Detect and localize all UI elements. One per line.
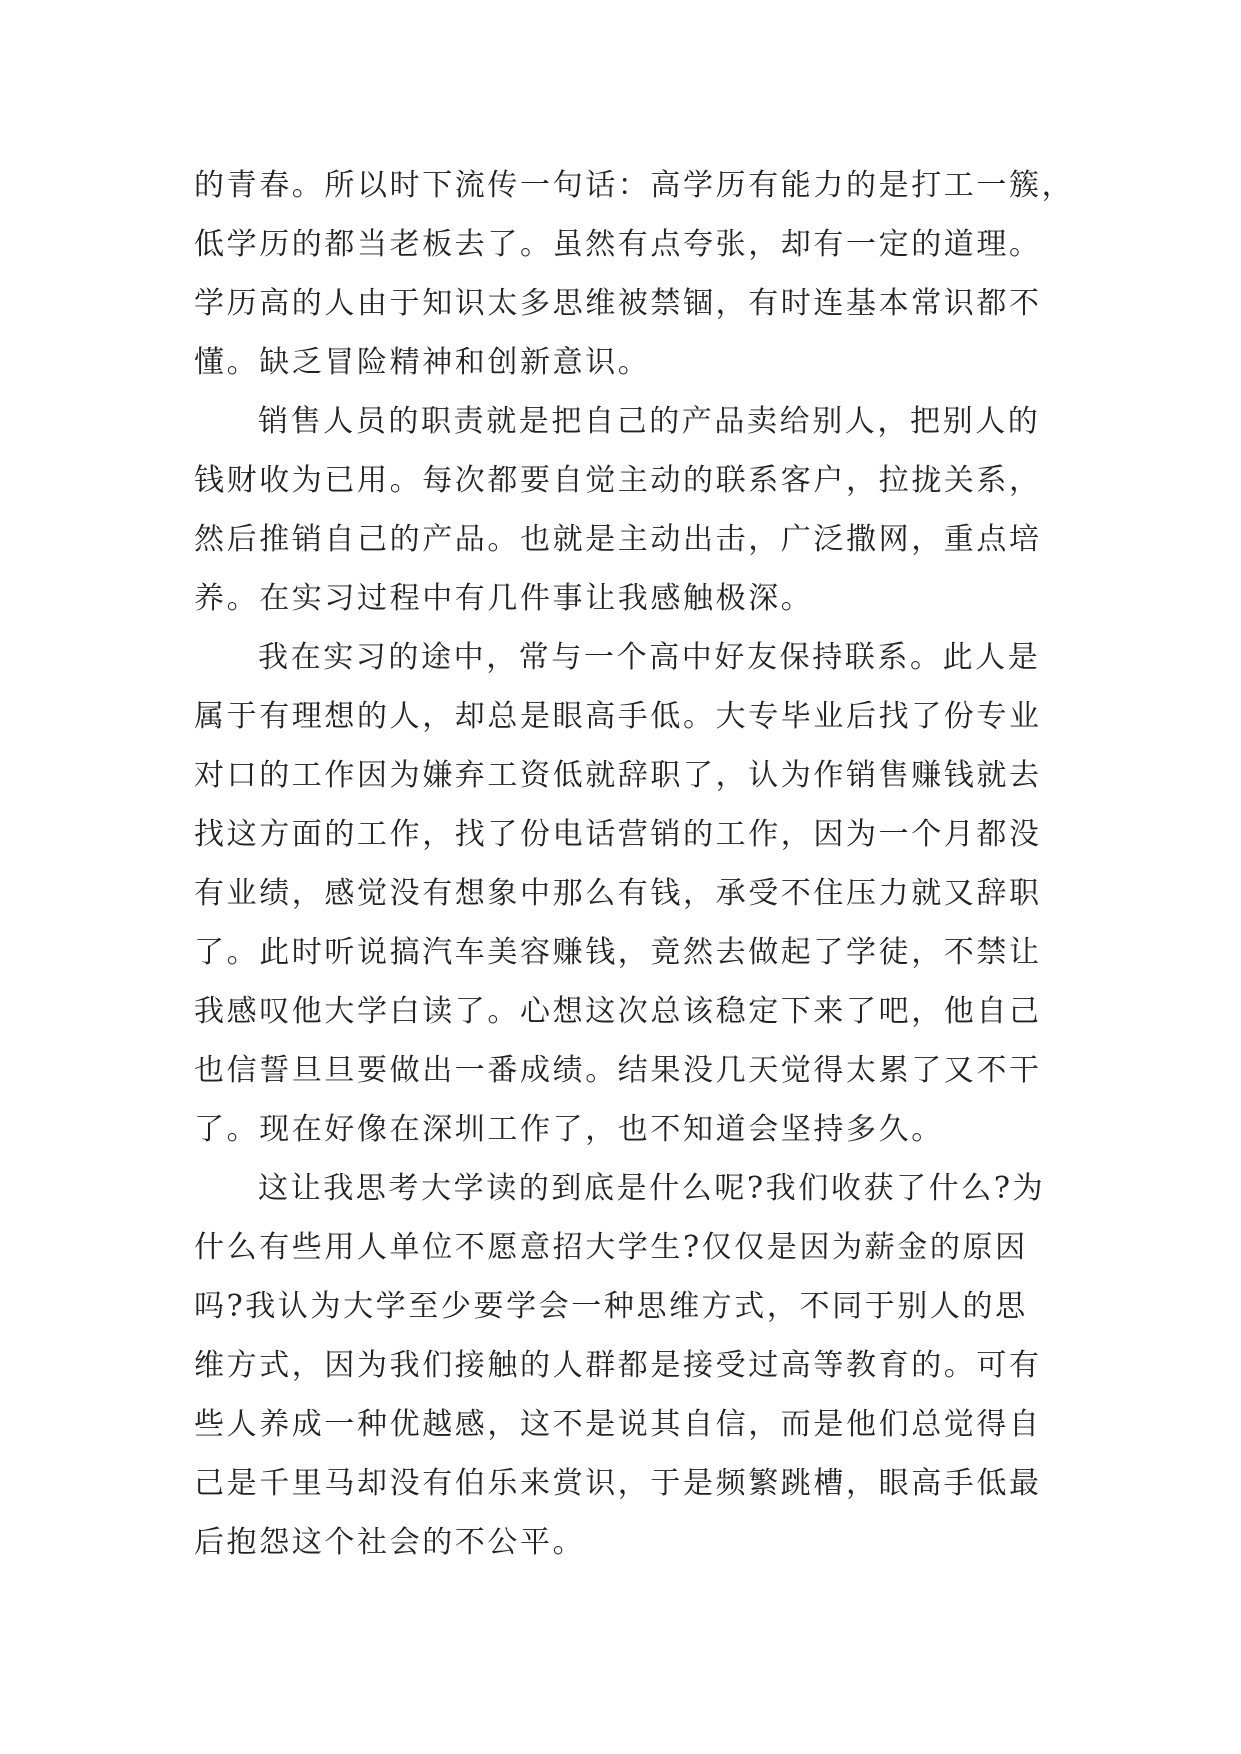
text-line: 钱财收为已用。每次都要自觉主动的联系客户，拉拢关系，	[194, 463, 1042, 498]
text-line: 懂。缺乏冒险精神和创新意识。	[194, 345, 651, 380]
text-line: 销售人员的职责就是把自己的产品卖给别人，把别人的	[258, 404, 1041, 439]
text-line: 然后推销自己的产品。也就是主动出击，广泛撒网，重点培	[194, 522, 1042, 557]
text-line: 这让我思考大学读的到底是什么呢?我们收获了什么?为	[258, 1171, 1046, 1206]
paragraph	[194, 1159, 1074, 1572]
text-line: 的青春。所以时下流传一句话：高学历有能力的是打工一簇，	[194, 168, 1075, 203]
text-line: 了。此时听说搞汽车美容赚钱，竟然去做起了学徒，不禁让	[194, 935, 1042, 970]
text-line: 低学历的都当老板去了。虽然有点夸张，却有一定的道理。	[194, 227, 1042, 262]
text-line: 有业绩，感觉没有想象中那么有钱，承受不住压力就又辞职	[194, 876, 1042, 911]
text-line: 学历高的人由于知识太多思维被禁锢，有时连基本常识都不	[194, 286, 1042, 321]
text-line: 我感叹他大学白读了。心想这次总该稳定下来了吧，他自己	[194, 994, 1042, 1029]
text-line: 了。现在好像在深圳工作了，也不知道会坚持多久。	[194, 1112, 944, 1147]
text-line: 吗?我认为大学至少要学会一种思维方式，不同于别人的思	[194, 1289, 1028, 1324]
text-line: 对口的工作因为嫌弃工资低就辞职了，认为作销售赚钱就去	[194, 758, 1042, 793]
text-line: 什么有些用人单位不愿意招大学生?仅仅是因为薪金的原因	[194, 1230, 1028, 1265]
paragraph	[194, 392, 1074, 628]
text-line: 己是千里马却没有伯乐来赏识，于是频繁跳槽，眼高手低最	[194, 1466, 1042, 1501]
document-body	[194, 156, 1074, 1572]
text-line: 养。在实习过程中有几件事让我感触极深。	[194, 581, 814, 616]
text-line: 些人养成一种优越感，这不是说其自信，而是他们总觉得自	[194, 1407, 1042, 1442]
text-line: 后抱怨这个社会的不公平。	[194, 1525, 586, 1560]
text-line: 也信誓旦旦要做出一番成绩。结果没几天觉得太累了又不干	[194, 1053, 1042, 1088]
text-line: 属于有理想的人，却总是眼高手低。大专毕业后找了份专业	[194, 699, 1042, 734]
text-line: 找这方面的工作，找了份电话营销的工作，因为一个月都没	[194, 817, 1042, 852]
text-line: 我在实习的途中，常与一个高中好友保持联系。此人是	[258, 640, 1041, 675]
text-line: 维方式，因为我们接触的人群都是接受过高等教育的。可有	[194, 1348, 1042, 1383]
paragraph	[194, 156, 1074, 392]
paragraph	[194, 628, 1074, 1159]
